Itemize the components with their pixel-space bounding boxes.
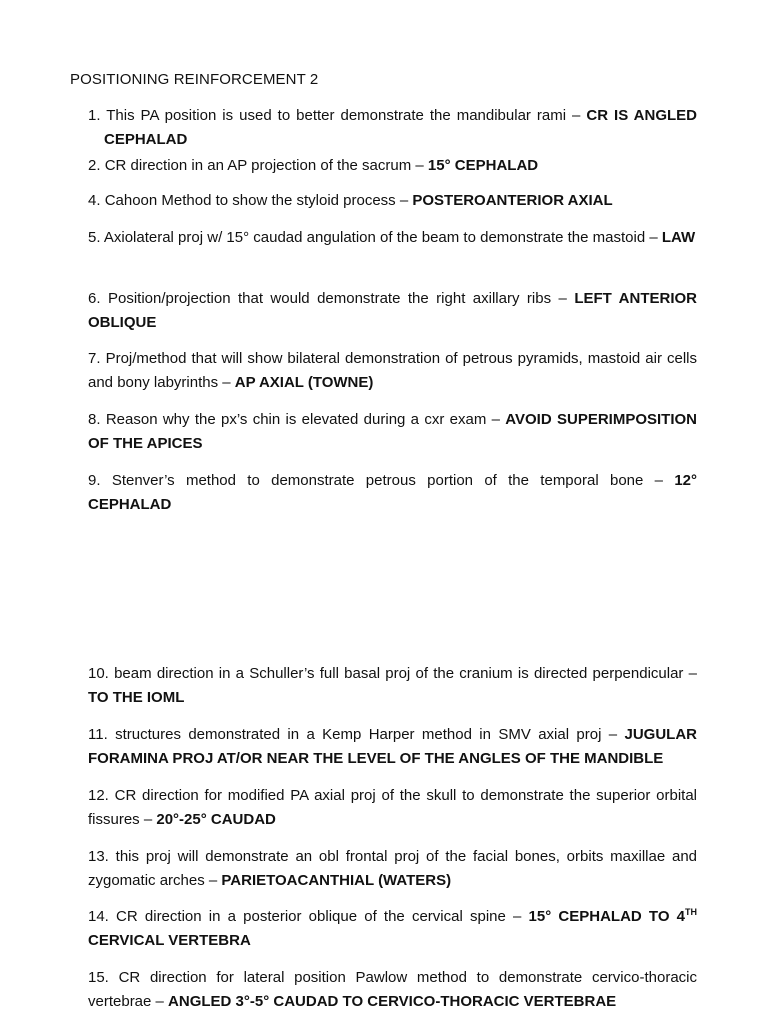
question-text: This PA position is used to better demonstrate the mandibular rami – (106, 107, 587, 124)
question-answer: JUGULAR FORAMINA PROJ AT/OR NEAR THE LEVEL OF THE ANGLES OF THE MANDIBLE (88, 726, 697, 767)
question-9 (88, 469, 697, 517)
question-number: 2. (88, 157, 101, 174)
question-14 (88, 905, 697, 953)
question-number: 6. (88, 290, 101, 307)
question-number: 5. (88, 229, 101, 246)
question-number: 11. (88, 726, 108, 743)
question-text: Position/projection that would demonstrate the right axillary ribs – (107, 290, 575, 307)
question-text: Proj/method that will show bilateral demonstration of petrous pyramids, mastoid air cells and bony labyrinths – (88, 350, 697, 391)
question-number: 14. (88, 908, 109, 925)
question-6 (88, 287, 697, 335)
question-4 (88, 189, 697, 213)
question-answer: LEFT ANTERIOR OBLIQUE (88, 290, 698, 331)
question-number: 13. (88, 848, 109, 865)
question-answer: LAW (661, 229, 696, 246)
question-5 (88, 226, 697, 250)
question-text: CR direction in a posterior oblique of the cervical spine – (116, 908, 529, 925)
question-11 (88, 723, 697, 771)
question-text: this proj will demonstrate an obl frontal proj of the facial bones, orbits maxillae and zygomatic arches – (88, 848, 698, 889)
question-answer: AVOID SUPERIMPOSITION OF THE APICES (88, 411, 697, 452)
question-15 (88, 966, 697, 1014)
question-number: 12. (88, 787, 109, 804)
question-number: 15. (88, 969, 109, 986)
question-answer: CR IS ANGLED CEPHALAD (104, 107, 697, 148)
question-text: beam direction in a Schuller’s full basal proj of the cranium is directed perpendicular – (114, 665, 697, 682)
ordinal-suffix: TH (685, 907, 698, 917)
question-text: structures demonstrated in a Kemp Harper method in SMV axial proj – (115, 726, 625, 743)
question-13 (88, 845, 697, 893)
question-text: CR direction for modified PA axial proj of the skull to demonstrate the superior orbital fissures – (88, 787, 697, 828)
document-title: POSITIONING REINFORCEMENT 2 (70, 71, 319, 88)
question-text: CR direction in an AP projection of the sacrum – (104, 157, 428, 174)
question-answer: AP AXIAL (TOWNE) (234, 374, 374, 391)
question-text: Reason why the px’s chin is elevated during a cxr exam – (105, 411, 506, 428)
question-2 (88, 154, 697, 178)
question-answer: ANGLED 3°-5° CAUDAD TO CERVICO-THORACIC VERTEBRAE (168, 993, 617, 1010)
question-number: 10. (88, 665, 109, 682)
question-number: 7. (88, 350, 101, 367)
question-10 (88, 662, 697, 710)
question-text: Cahoon Method to show the styloid process – (104, 192, 413, 209)
question-number: 1. (88, 107, 101, 124)
question-8 (88, 408, 697, 456)
question-answer: 12° CEPHALAD (88, 472, 697, 513)
question-number: 4. (88, 192, 101, 209)
question-text: Stenver’s method to demonstrate petrous portion of the temporal bone – (111, 472, 675, 489)
question-1 (88, 104, 697, 152)
question-number: 8. (88, 411, 101, 428)
question-answer: PARIETOACANTHIAL (WATERS) (221, 872, 452, 889)
question-answer: POSTEROANTERIOR AXIAL (412, 192, 613, 209)
question-text: Axiolateral proj w/ 15° caudad angulation of the beam to demonstrate the mastoid – (103, 229, 662, 246)
question-answer: 15° CEPHALAD TO 4TH CERVICAL VERTEBRA (88, 907, 698, 949)
question-7 (88, 347, 697, 395)
question-answer: TO THE IOML (88, 689, 185, 706)
question-number: 9. (88, 472, 101, 489)
question-text: CR direction for lateral position Pawlow method to demonstrate cervico-thoracic vertebrae – (88, 969, 697, 1010)
question-answer: 15° CEPHALAD (427, 157, 539, 174)
question-answer: 20°-25° CAUDAD (156, 811, 276, 828)
question-12 (88, 784, 697, 832)
